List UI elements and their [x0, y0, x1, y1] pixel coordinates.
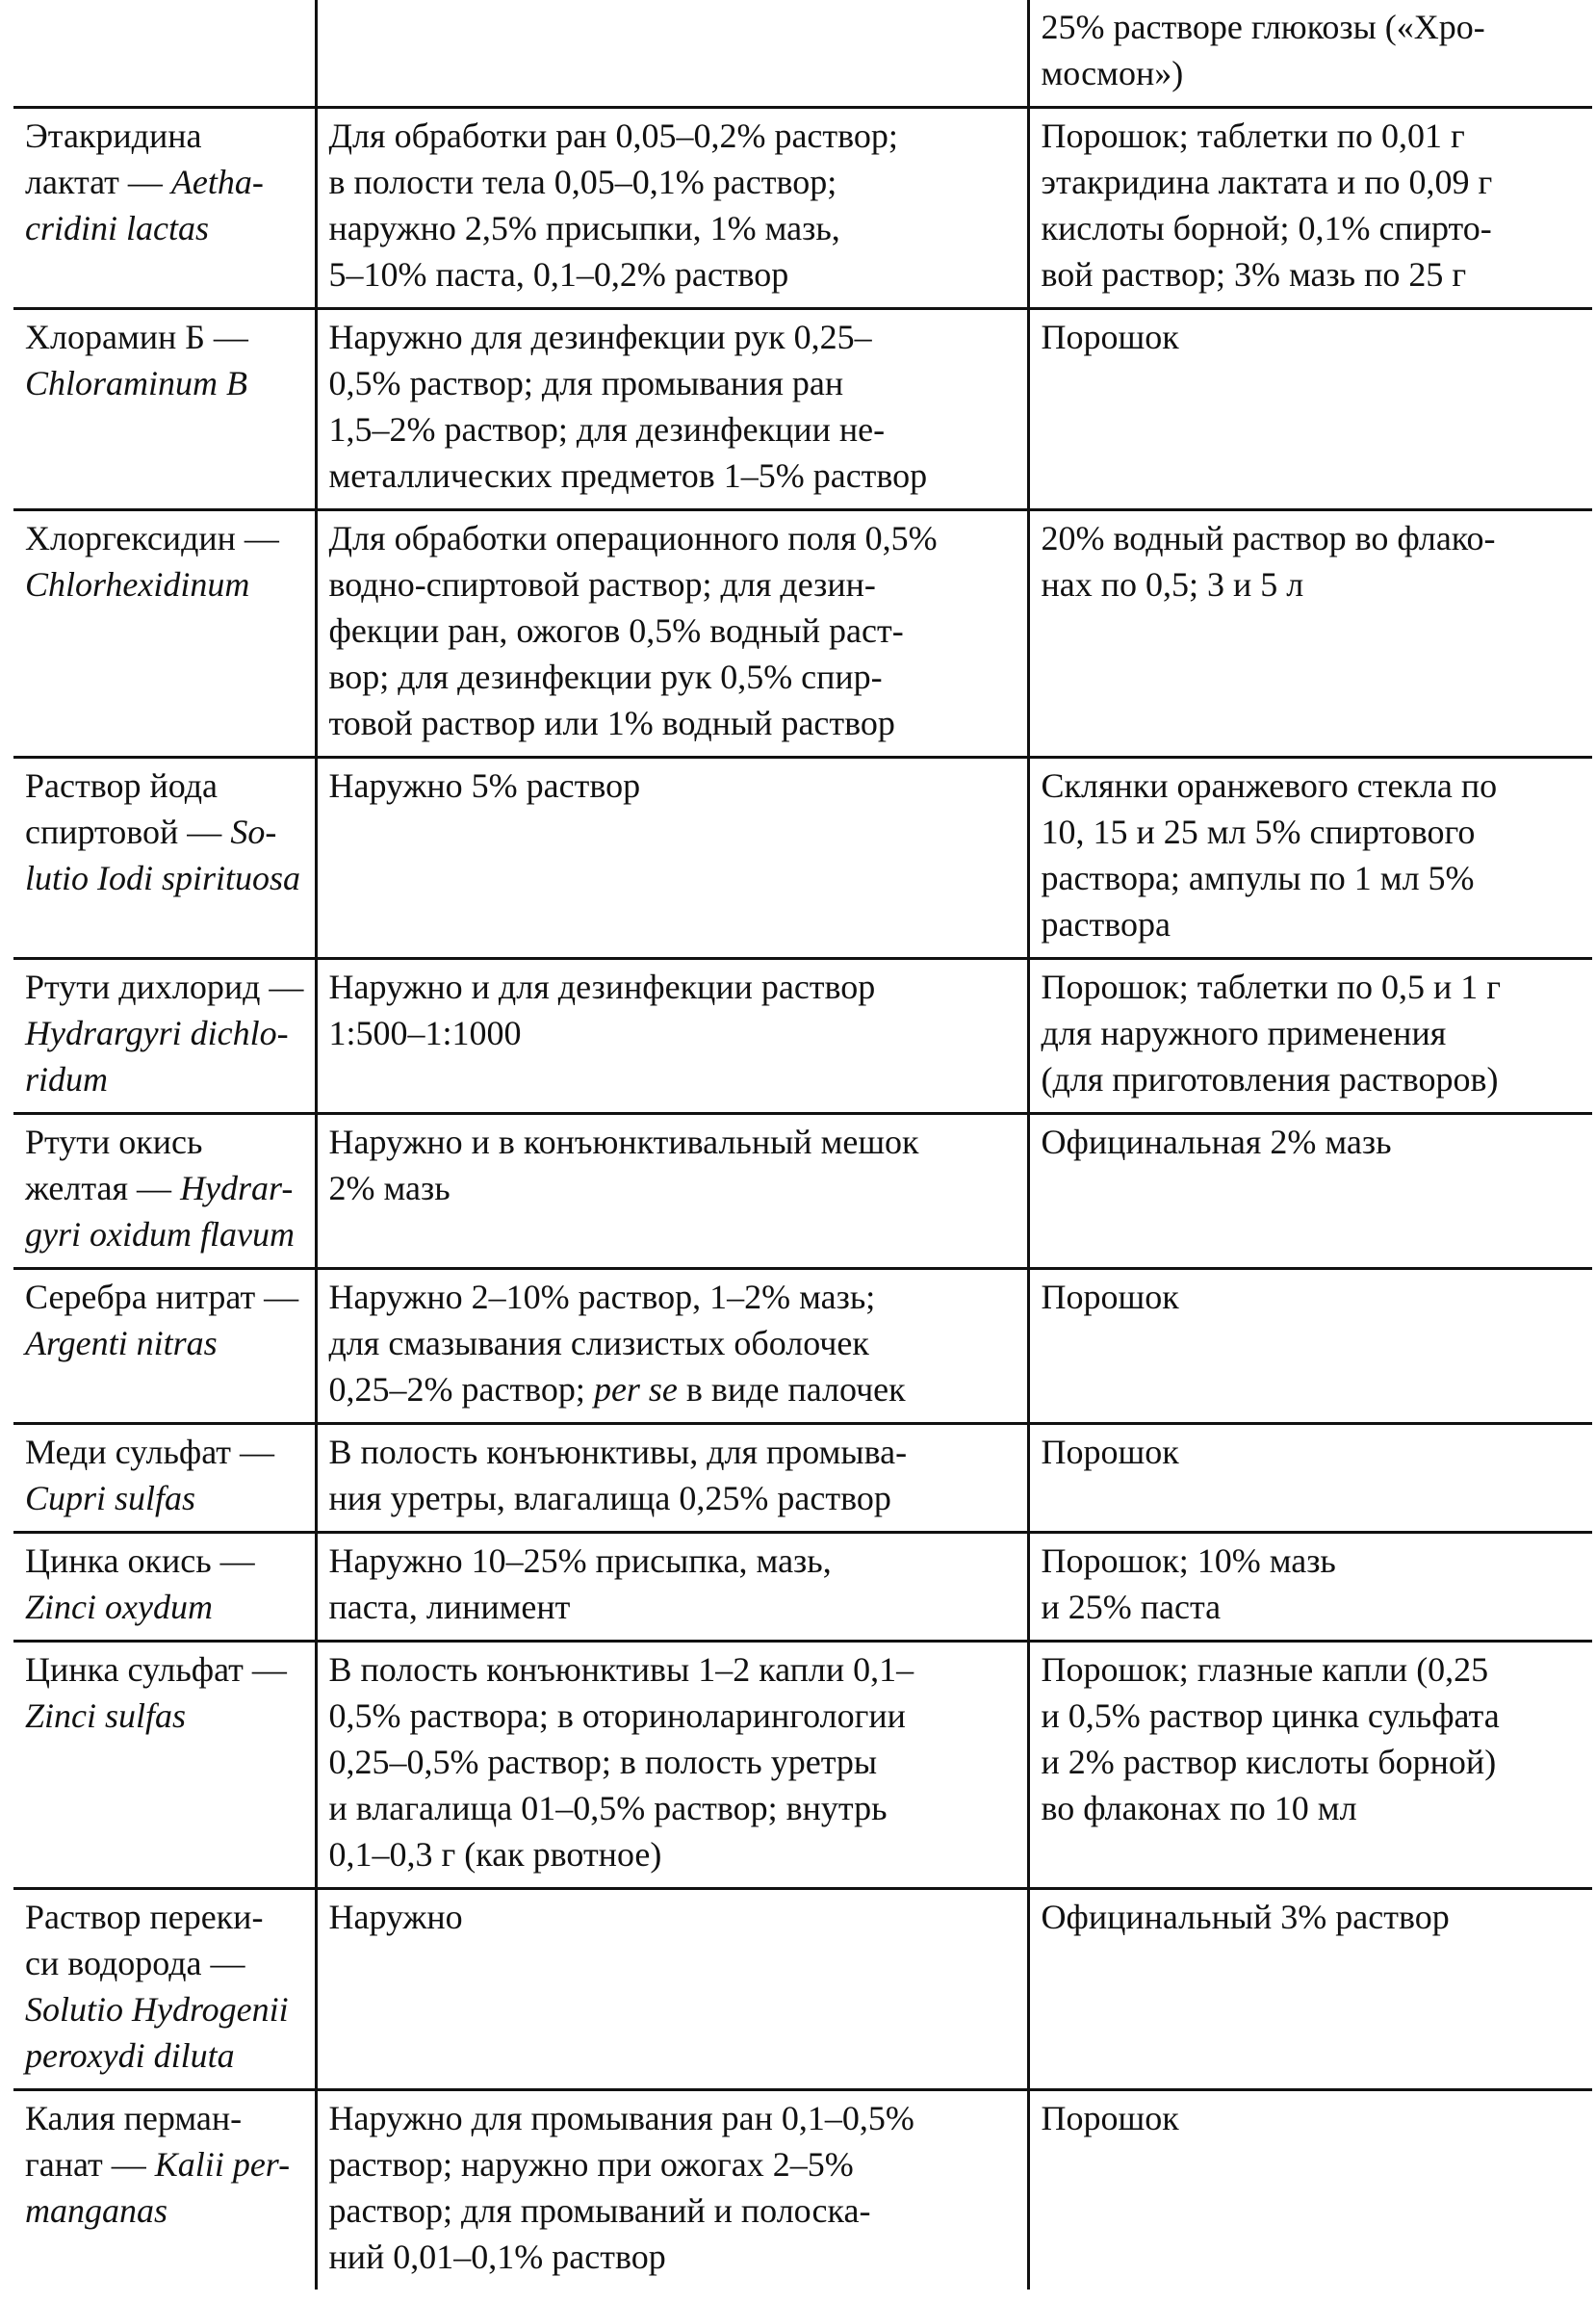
drug-name-cell	[13, 309, 316, 510]
drug-table-page	[13, 0, 1592, 2290]
drug-latin-name: Zinci oxydum	[25, 1588, 213, 1626]
drug-name-cell	[13, 1269, 316, 1424]
usage-cell	[316, 1642, 1028, 1889]
drug-name: Раствор йода	[25, 766, 218, 805]
table-row	[13, 758, 1592, 959]
drug-name-cell	[13, 1889, 316, 2090]
usage-text: Для обработки ран 0,05–0,2% раствор;	[328, 116, 898, 155]
usage-text: Наружно	[328, 1898, 463, 1936]
form-cell	[1028, 1269, 1592, 1424]
drug-latin-name: Solutio Hydrogenii	[25, 1990, 289, 2029]
form-cell	[1028, 510, 1592, 758]
drug-latin-name: lutio Iodi spirituosa	[25, 859, 301, 897]
form-text: во флаконах по 10 мл	[1041, 1789, 1357, 1827]
form-text: 20% водный раствор во флако-	[1041, 519, 1496, 557]
usage-text: Для обработки операционного поля 0,5%	[328, 519, 938, 557]
form-cell	[1028, 309, 1592, 510]
drug-name: Ртути дихлорид —	[25, 968, 304, 1006]
usage-cell	[316, 0, 1028, 108]
usage-text: 5–10% паста, 0,1–0,2% раствор	[328, 255, 789, 294]
drug-name: Раствор переки-	[25, 1898, 264, 1936]
drug-latin-name: Zinci sulfas	[25, 1696, 187, 1735]
table-row	[13, 1114, 1592, 1269]
form-text: и 2% раствор кислоты борной)	[1041, 1743, 1497, 1781]
usage-text: паста, линимент	[328, 1588, 571, 1626]
form-text: Порошок; таблетки по 0,01 г	[1041, 116, 1465, 155]
usage-text: 0,1–0,3 г (как рвотное)	[328, 1835, 662, 1874]
form-cell	[1028, 108, 1592, 309]
table-row	[13, 108, 1592, 309]
drug-latin-name: Chlorhexidinum	[25, 565, 250, 604]
form-text: Порошок; таблетки по 0,5 и 1 г	[1041, 968, 1502, 1006]
drug-name-cell	[13, 0, 316, 108]
form-cell	[1028, 1533, 1592, 1642]
form-text: Официнальная 2% мазь	[1041, 1123, 1392, 1161]
form-text: для наружного применения	[1041, 1014, 1447, 1052]
table-row	[13, 1642, 1592, 1889]
usage-text: Наружно для промывания ран 0,1–0,5%	[328, 2099, 914, 2137]
usage-text: в виде палочек	[677, 1370, 906, 1409]
drug-name: Хлорамин Б —	[25, 318, 248, 356]
form-text: (для приготовления растворов)	[1041, 1060, 1499, 1099]
usage-text: ния уретры, влагалища 0,25% раствор	[328, 1479, 891, 1517]
drug-latin-name: Cupri sulfas	[25, 1479, 196, 1517]
form-cell	[1028, 0, 1592, 108]
usage-text: 2% мазь	[328, 1169, 450, 1207]
table-row	[13, 1424, 1592, 1533]
usage-cell	[316, 1889, 1028, 2090]
usage-text: 0,5% раствора; в оториноларингологии	[328, 1696, 906, 1735]
table-row	[13, 1889, 1592, 2090]
drug-latin-name: cridini lactas	[25, 209, 209, 247]
usage-text: раствор; для промываний и полоска-	[328, 2191, 871, 2230]
form-cell	[1028, 959, 1592, 1114]
usage-text: в полости тела 0,05–0,1% раствор;	[328, 163, 837, 201]
form-text: 10, 15 и 25 мл 5% спиртового	[1041, 813, 1476, 851]
form-text: и 25% паста	[1041, 1588, 1222, 1626]
drug-name-cell	[13, 1114, 316, 1269]
usage-text: Наружно и в конъюнктивальный мешок	[328, 1123, 919, 1161]
drug-name: Этакридина	[25, 116, 202, 155]
usage-text: В полость конъюнктивы, для промыва-	[328, 1433, 908, 1471]
usage-text: В полость конъюнктивы 1–2 капли 0,1–	[328, 1650, 914, 1689]
table-row	[13, 1533, 1592, 1642]
usage-text: 0,25–0,5% раствор; в полость уретры	[328, 1743, 878, 1781]
form-cell	[1028, 2090, 1592, 2290]
drug-name-cell	[13, 1424, 316, 1533]
usage-cell	[316, 309, 1028, 510]
usage-cell	[316, 108, 1028, 309]
drug-name-cell	[13, 758, 316, 959]
usage-cell	[316, 959, 1028, 1114]
usage-cell	[316, 1269, 1028, 1424]
usage-cell	[316, 1114, 1028, 1269]
form-text: и 0,5% раствор цинка сульфата	[1041, 1696, 1500, 1735]
form-text: кислоты борной; 0,1% спирто-	[1041, 209, 1492, 247]
usage-text: вор; для дезинфекции рук 0,5% спир-	[328, 658, 883, 696]
usage-cell	[316, 1533, 1028, 1642]
table-row	[13, 1269, 1592, 1424]
form-text: Порошок; глазные капли (0,25	[1041, 1650, 1489, 1689]
drug-latin-name: So-	[230, 813, 277, 851]
form-text: Порошок; 10% мазь	[1041, 1541, 1336, 1580]
drug-name: си водорода —	[25, 1944, 245, 1982]
form-cell	[1028, 1114, 1592, 1269]
drug-name-cell	[13, 108, 316, 309]
usage-text: 1:500–1:1000	[328, 1014, 522, 1052]
table-row	[13, 510, 1592, 758]
drug-name-cell	[13, 510, 316, 758]
usage-text: 1,5–2% раствор; для дезинфекции не-	[328, 410, 886, 449]
drug-name: Цинка сульфат —	[25, 1650, 287, 1689]
drug-name: Калия перман-	[25, 2099, 243, 2137]
form-text: Склянки оранжевого стекла по	[1041, 766, 1498, 805]
usage-text: 0,5% раствор; для промывания ран	[328, 364, 844, 402]
form-text: раствора	[1041, 905, 1171, 944]
drug-name: Серебра нитрат —	[25, 1278, 299, 1316]
form-text: этакридина лактата и по 0,09 г	[1041, 163, 1493, 201]
form-text: мосмон»)	[1041, 54, 1184, 92]
usage-text: раствор; наружно при ожогах 2–5%	[328, 2145, 854, 2184]
drug-latin-name: Chloraminum B	[25, 364, 248, 402]
drug-latin-name: Aetha-	[170, 163, 264, 201]
form-text: раствора; ампулы по 1 мл 5%	[1041, 859, 1475, 897]
drug-name: лактат —	[25, 163, 171, 201]
drug-name: Хлоргексидин —	[25, 519, 279, 557]
usage-text: металлических предметов 1–5% раствор	[328, 456, 928, 495]
form-text: Порошок	[1041, 1433, 1179, 1471]
usage-text: ний 0,01–0,1% раствор	[328, 2238, 666, 2276]
table-row	[13, 959, 1592, 1114]
table-row	[13, 0, 1592, 108]
usage-text: 0,25–2% раствор;	[328, 1370, 594, 1409]
form-cell	[1028, 1642, 1592, 1889]
usage-text: фекции ран, ожогов 0,5% водный раст-	[328, 611, 904, 650]
usage-cell	[316, 758, 1028, 959]
drug-table	[13, 0, 1592, 2290]
form-text: Официнальный 3% раствор	[1041, 1898, 1450, 1936]
usage-text: и влагалища 01–0,5% раствор; внутрь	[328, 1789, 888, 1827]
usage-text: для смазывания слизистых оболочек	[328, 1324, 869, 1362]
usage-text: Наружно для дезинфекции рук 0,25–	[328, 318, 872, 356]
form-text: Порошок	[1041, 318, 1179, 356]
drug-latin-name: peroxydi diluta	[25, 2036, 235, 2075]
form-cell	[1028, 1424, 1592, 1533]
usage-cell	[316, 2090, 1028, 2290]
drug-latin-name: Kalii per-	[154, 2145, 291, 2184]
drug-name: Цинка окись —	[25, 1541, 255, 1580]
form-text: Порошок	[1041, 2099, 1179, 2137]
drug-latin-name: manganas	[25, 2191, 168, 2230]
drug-name-cell	[13, 959, 316, 1114]
usage-text: Наружно 2–10% раствор, 1–2% мазь;	[328, 1278, 876, 1316]
drug-latin-name: Hydrargyri dichlo-	[25, 1014, 289, 1052]
form-text: Порошок	[1041, 1278, 1179, 1316]
drug-latin-name: gyri oxidum flavum	[25, 1215, 295, 1254]
drug-name: желтая —	[25, 1169, 181, 1207]
form-cell	[1028, 758, 1592, 959]
usage-text: водно-спиртовой раствор; для дезин-	[328, 565, 876, 604]
drug-name: спиртовой —	[25, 813, 231, 851]
usage-text: товой раствор или 1% водный раствор	[328, 704, 895, 742]
drug-name: ганат —	[25, 2145, 155, 2184]
drug-latin-name: Hydrar-	[180, 1169, 294, 1207]
drug-name-cell	[13, 1533, 316, 1642]
drug-name: Меди сульфат —	[25, 1433, 275, 1471]
drug-name-cell	[13, 1642, 316, 1889]
usage-text: наружно 2,5% присыпки, 1% мазь,	[328, 209, 840, 247]
usage-latin-text: per se	[593, 1370, 678, 1409]
drug-latin-name: ridum	[25, 1060, 109, 1099]
usage-text: Наружно 5% раствор	[328, 766, 641, 805]
usage-text: Наружно 10–25% присыпка, мазь,	[328, 1541, 832, 1580]
usage-cell	[316, 510, 1028, 758]
drug-name: Ртути окись	[25, 1123, 203, 1161]
form-cell	[1028, 1889, 1592, 2090]
form-text: вой раствор; 3% мазь по 25 г	[1041, 255, 1467, 294]
table-row	[13, 2090, 1592, 2290]
usage-text: Наружно и для дезинфекции раствор	[328, 968, 876, 1006]
usage-cell	[316, 1424, 1028, 1533]
form-text: 25% растворе глюкозы («Хро-	[1041, 8, 1485, 46]
drug-name-cell	[13, 2090, 316, 2290]
table-row	[13, 309, 1592, 510]
form-text: нах по 0,5; 3 и 5 л	[1041, 565, 1304, 604]
drug-latin-name: Argenti nitras	[25, 1324, 218, 1362]
